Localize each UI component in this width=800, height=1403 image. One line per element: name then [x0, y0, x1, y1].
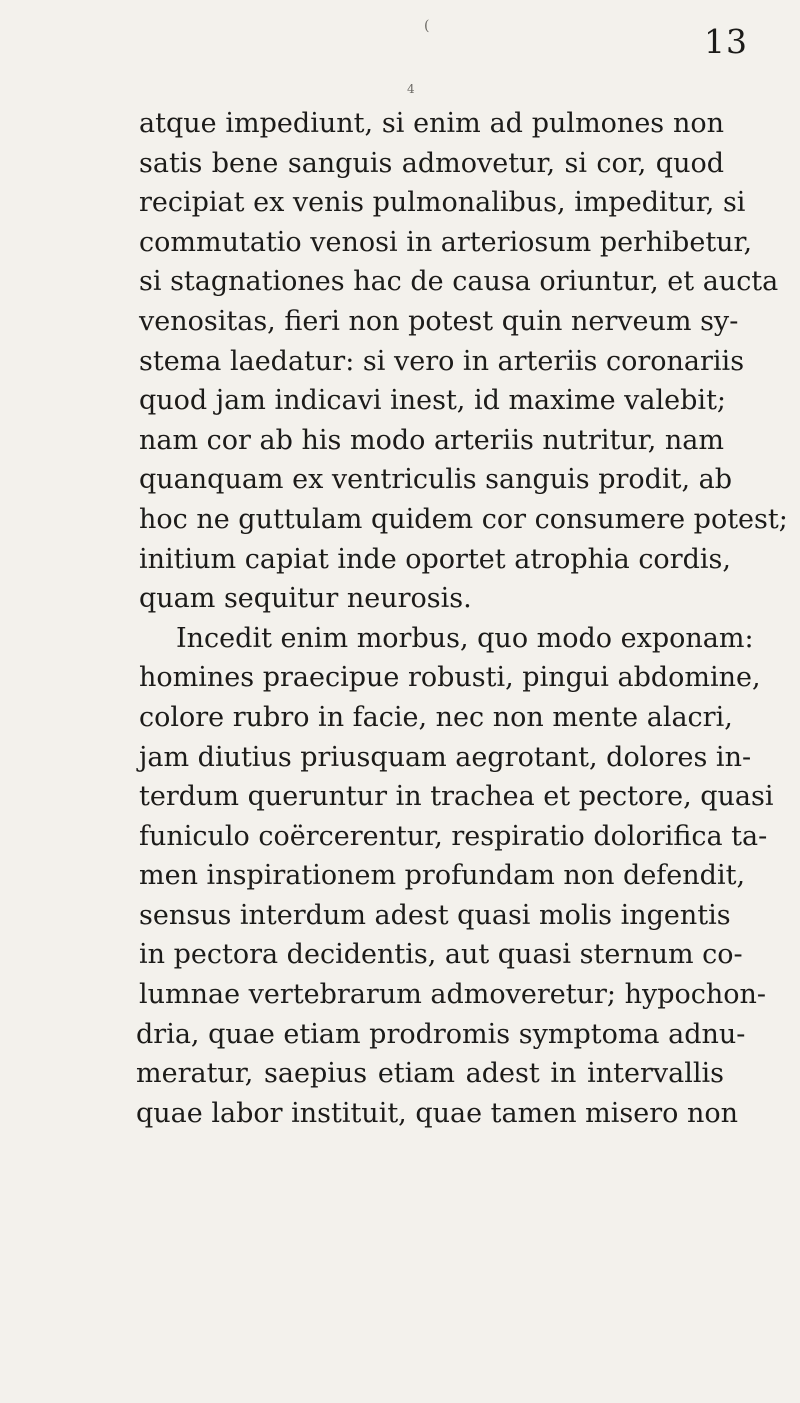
- margin-mark: (: [424, 18, 430, 34]
- text-line: meratur, saepius etiam adest in intervallis: [136, 1058, 724, 1090]
- text-line: sensus interdum adest quasi molis ingentis: [139, 899, 731, 931]
- text-line: stema laedatur: si vero in arteriis coronariis: [139, 345, 745, 377]
- text-line: dria, quae etiam prodromis symptoma adnu-: [136, 1018, 746, 1050]
- text-line: initium capiat inde oportet atrophia cordis,: [139, 543, 731, 575]
- text-line: atque impediunt, si enim ad pulmones non: [139, 108, 724, 139]
- page-number: 13: [704, 22, 748, 61]
- text-line: quae labor instituit, quae tamen misero non: [136, 1097, 739, 1129]
- text-line: quod jam indicavi inest, id maxime valebit;: [139, 385, 727, 417]
- text-line: in pectora decidentis, aut quasi sternum co-: [139, 939, 743, 971]
- text-line: funiculo coërcerentur, respiratio dolorifica ta-: [139, 820, 768, 852]
- text-line: homines praecipue robusti, pingui abdomine,: [139, 662, 761, 694]
- text-line: lumnae vertebrarum admoveretur; hypochon-: [139, 979, 767, 1011]
- text-line: commutatio venosi in arteriosum perhibetur,: [139, 226, 753, 258]
- text-line: recipiat ex venis pulmonalibus, impeditur, si: [139, 187, 746, 219]
- text-line: jam diutius priusquam aegrotant, dolores in-: [139, 741, 752, 773]
- text-line: venositas, fieri non potest quin nerveum sy-: [139, 305, 739, 337]
- paragraph-start-line: Incedit enim morbus, quo modo exponam:: [176, 622, 754, 654]
- text-line: satis bene sanguis admovetur, si cor, quod: [139, 147, 724, 179]
- text-line: hoc ne guttulam quidem cor consumere potest;: [139, 503, 788, 535]
- body-text: [136, 104, 788, 1133]
- text-line: si stagnationes hac de causa oriuntur, et aucta: [139, 266, 779, 298]
- text-line: men inspirationem profundam non defendit,: [139, 860, 746, 892]
- signature-mark: 4: [407, 82, 415, 96]
- text-line: colore rubro in facie, nec non mente alacri,: [139, 701, 733, 733]
- text-line: terdum queruntur in trachea et pectore, quasi: [139, 781, 774, 813]
- text-line: quanquam ex ventriculis sanguis prodit, ab: [139, 464, 732, 496]
- text-line: nam cor ab his modo arteriis nutritur, nam: [139, 424, 724, 456]
- paragraph-end-line: quam sequitur neurosis.: [139, 583, 472, 615]
